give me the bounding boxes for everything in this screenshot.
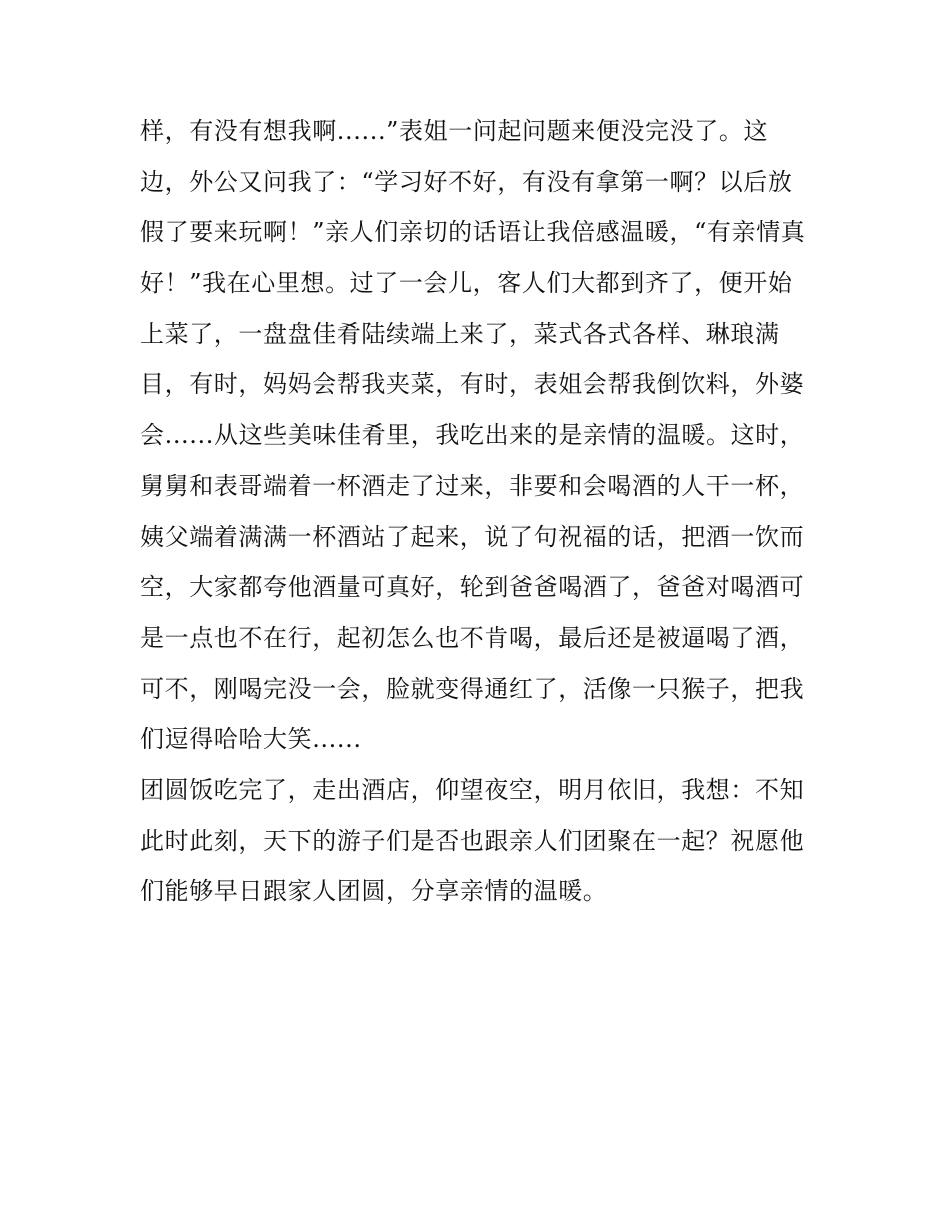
text-line: 目，有时，妈妈会帮我夹菜，有时，表姐会帮我倒饮料，外婆 [140, 370, 805, 399]
text-line: 是一点也不在行，起初怎么也不肯喝，最后还是被逼喝了酒， [140, 623, 805, 652]
text-line: 可不，刚喝完没一会，脸就变得通红了，活像一只猴子，把我 [140, 674, 805, 703]
text-line: 姨父端着满满一杯酒站了起来，说了句祝福的话，把酒一饮而 [140, 522, 805, 551]
text-line: 们能够早日跟家人团圆，分享亲情的温暖。 [140, 877, 608, 906]
text-line: 舅舅和表哥端着一杯酒走了过来，非要和会喝酒的人干一杯， [140, 471, 805, 500]
text-line: 此时此刻，天下的游子们是否也跟亲人们团聚在一起？祝愿他 [140, 826, 805, 855]
essay-text [140, 106, 830, 917]
text-line: 上菜了，一盘盘佳肴陆续端上来了，菜式各式各样、琳琅满 [140, 319, 780, 348]
text-line: 们逗得哈哈大笑...... [140, 725, 362, 754]
text-line: 会......从这些美味佳肴里，我吃出来的是亲情的温暖。这时， [140, 421, 805, 450]
text-line: 空，大家都夸他酒量可真好，轮到爸爸喝酒了，爸爸对喝酒可 [140, 573, 805, 602]
text-line: 好！”我在心里想。过了一会儿，客人们大都到齐了，便开始 [140, 269, 793, 298]
text-line: 边，外公又问我了：“学习好不好，有没有拿第一啊？以后放 [140, 167, 793, 196]
text-line: 假了要来玩啊！”亲人们亲切的话语让我倍感温暖，“有亲情真 [140, 218, 806, 247]
text-line: 团圆饭吃完了，走出酒店，仰望夜空，明月依旧，我想：不知 [140, 775, 805, 804]
text-line: 样，有没有想我啊......”表姐一问起问题来便没完没了。这 [140, 117, 769, 145]
